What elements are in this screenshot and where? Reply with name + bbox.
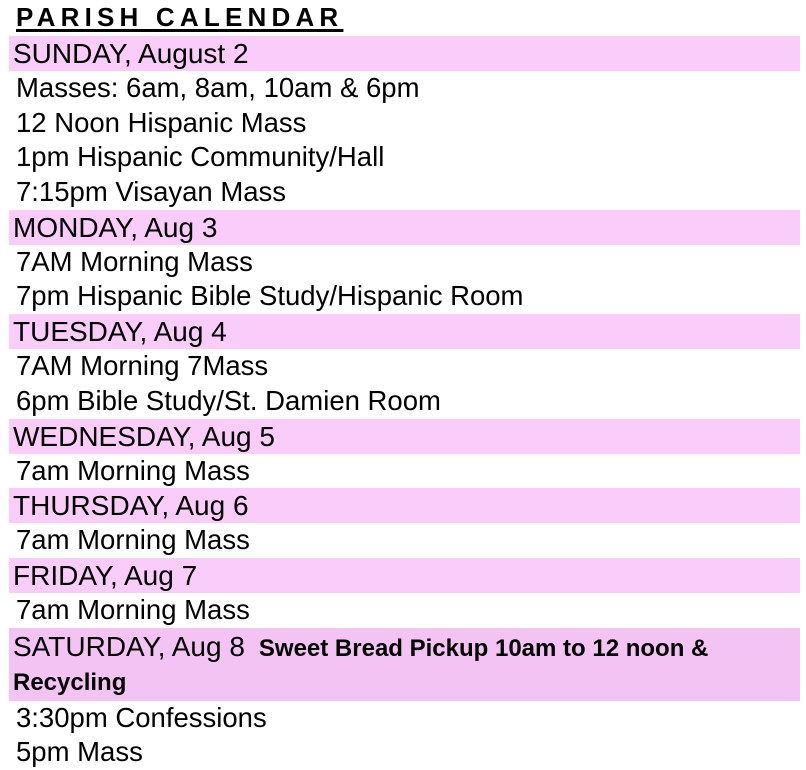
event-item: 7AM Morning 7Mass [16, 350, 269, 382]
event-item: 1pm Hispanic Community/Hall [16, 141, 385, 173]
page-title: PARISH CALENDAR [16, 2, 344, 32]
event-item: 12 Noon Hispanic Mass [16, 106, 307, 138]
day-heading-tuesday: TUESDAY, Aug 4 [9, 314, 800, 349]
calendar-list [0, 36, 806, 770]
event-item: 7pm Hispanic Bible Study/Hispanic Room [16, 280, 524, 312]
day-heading-saturday [9, 628, 800, 701]
saturday-note: Sweet Bread Pickup 10am to 12 noon & Recycling [13, 634, 709, 696]
event-item: Masses: 6am, 8am, 10am & 6pm [16, 72, 420, 103]
day-heading-sunday: SUNDAY, August 2 [9, 36, 800, 71]
event-item: 7AM Morning Mass [16, 245, 253, 277]
day-heading-monday: MONDAY, Aug 3 [9, 210, 800, 245]
day-heading-thursday: THURSDAY, Aug 6 [9, 488, 800, 523]
event-item: 3:30pm Confessions [16, 701, 267, 733]
event-item: 6pm Bible Study/St. Damien Room [16, 384, 441, 416]
saturday-heading-text: SATURDAY, Aug 8 [13, 630, 245, 662]
event-item: 7am Morning Mass [16, 593, 250, 625]
event-item: 7am Morning Mass [16, 524, 250, 556]
day-heading-wednesday: WEDNESDAY, Aug 5 [9, 419, 800, 454]
event-item: 7am Morning Mass [16, 454, 250, 486]
event-item: 5pm Mass [16, 736, 143, 768]
day-heading-friday: FRIDAY, Aug 7 [9, 558, 800, 593]
event-item: 7:15pm Visayan Mass [16, 176, 287, 208]
